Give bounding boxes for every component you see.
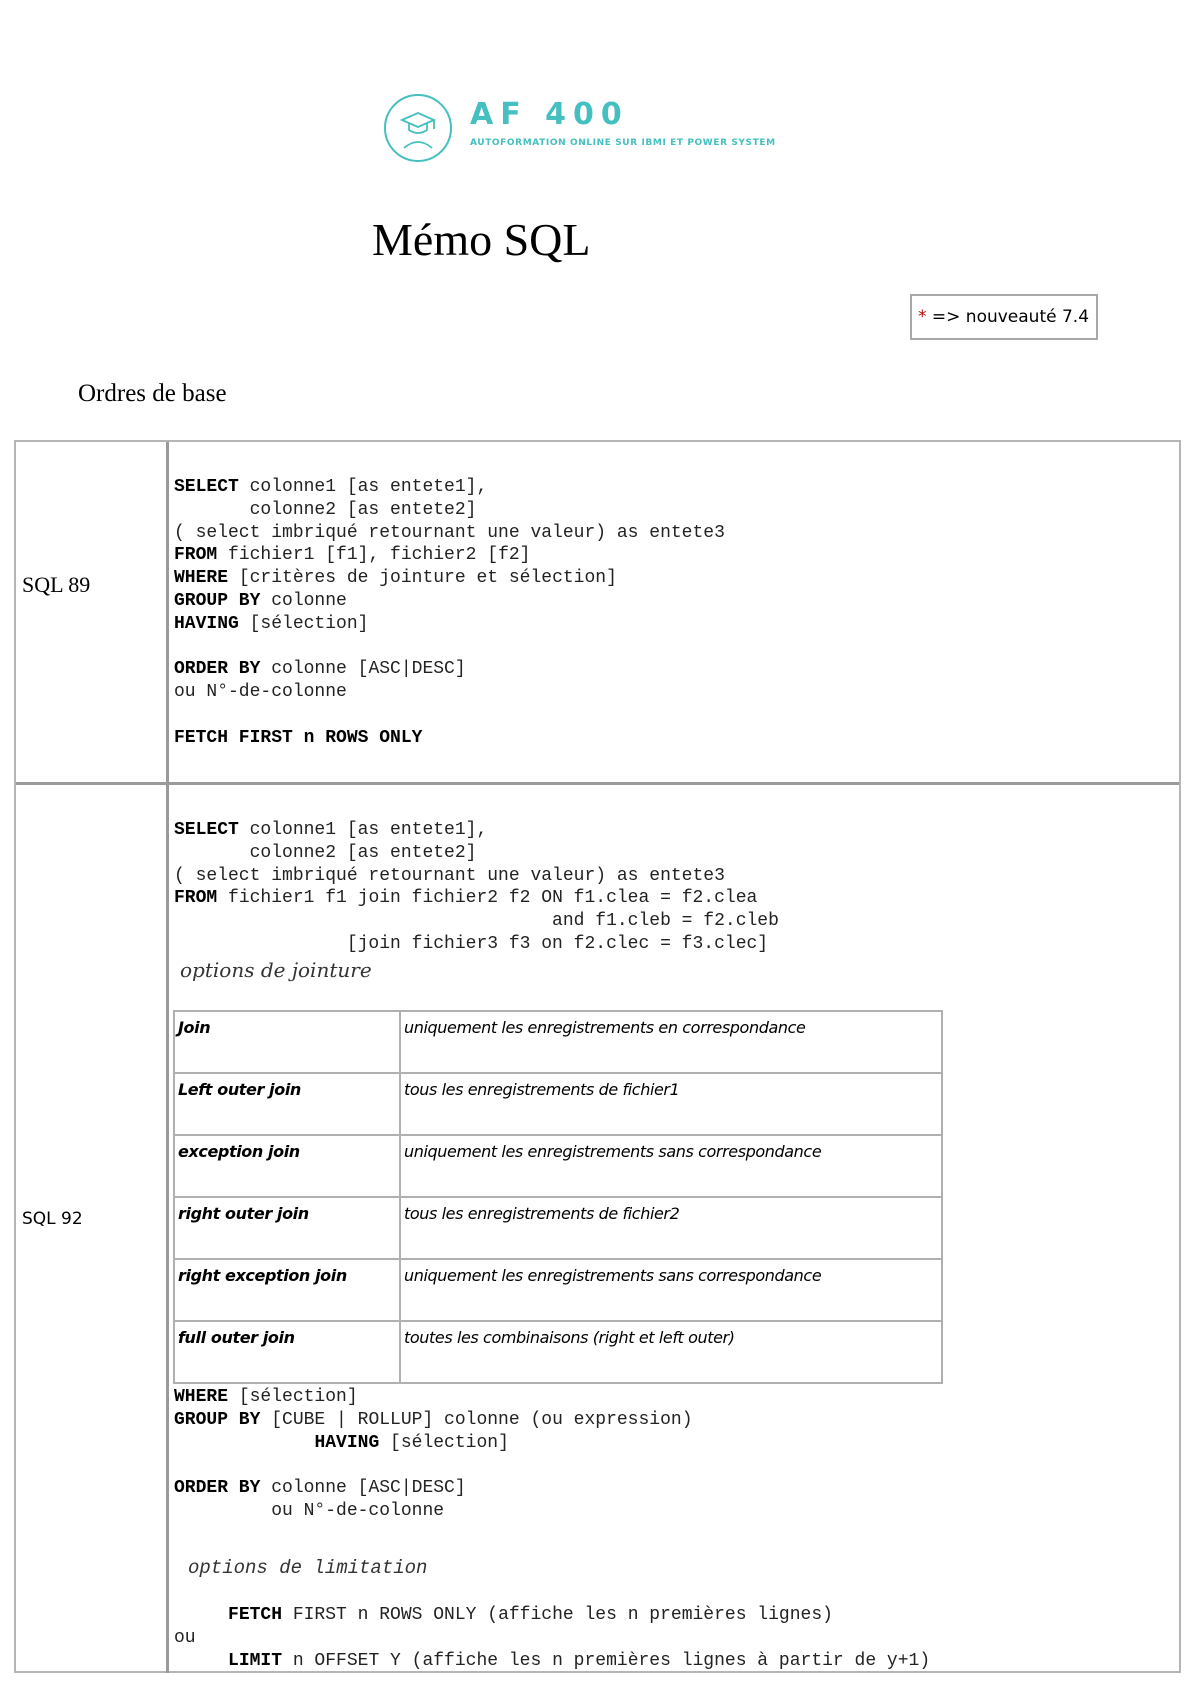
table-row [174, 1073, 942, 1135]
table-row [174, 1259, 942, 1321]
code-text: FIRST n ROWS ONLY (affiche les n premières lignes) [282, 1605, 833, 1625]
kw-order-by: ORDER BY [174, 1478, 261, 1499]
code-text: colonne [260, 590, 347, 611]
code-text: [join fichier3 f3 on f2.clec = f3.clec] [174, 933, 769, 954]
code-text: ( select imbriqué retournant une valeur) as entete3 [174, 522, 725, 543]
table-row [174, 1011, 942, 1073]
label-cell-sql89 [16, 442, 169, 782]
join-type: right exception join [174, 1259, 400, 1321]
join-description: tous les enregistrements de fichier2 [400, 1197, 942, 1259]
kw-where: WHERE [174, 1387, 229, 1407]
kw-having: HAVING [174, 613, 239, 634]
join-description: uniquement les enregistrements en correspondance [400, 1011, 942, 1073]
logo-title: AF 400 [470, 97, 629, 132]
code-text: colonne [ASC|DESC] [260, 1478, 466, 1499]
kw-group-by: GROUP BY [174, 1409, 261, 1430]
join-description: tous les enregistrements de fichier1 [400, 1073, 942, 1135]
table-row [174, 1321, 942, 1383]
section-title: Ordres de base [78, 380, 227, 407]
code-text: n OFFSET Y (affiche les n premières lignes à partir de y+1) [282, 1650, 931, 1671]
graduate-student-icon [382, 92, 454, 164]
logo-subtitle: AUTOFORMATION ONLINE SUR IBMI ET POWER SYSTEM [470, 138, 776, 148]
kw-from: FROM [174, 545, 218, 566]
kw-select: SELECT [174, 820, 239, 840]
kw-limit: LIMIT [228, 1650, 283, 1671]
sql92-code-bottom [174, 1386, 693, 1523]
code-text: colonne [ASC|DESC] [260, 659, 466, 680]
kw-from: FROM [174, 888, 218, 909]
indent [174, 1651, 228, 1671]
code-text: and f1.cleb = f2.cleb [174, 911, 779, 932]
sql92-label: SQL 92 [22, 1209, 83, 1229]
code-text: [sélection] [379, 1432, 509, 1453]
legend-text: => nouveauté 7.4 [931, 307, 1090, 327]
join-type: Join [174, 1011, 400, 1073]
page-title: Mémo SQL [372, 214, 591, 265]
code-text: ou [174, 1627, 196, 1648]
code-text: ou N°-de-colonne [174, 1500, 445, 1521]
code-text: fichier1 [f1], fichier2 [f2] [217, 545, 531, 566]
kw-where: WHERE [174, 568, 229, 589]
code-text: ( select imbriqué retournant une valeur) as entete3 [174, 865, 725, 886]
join-options-table [173, 1010, 943, 1384]
kw-order-by: ORDER BY [174, 659, 261, 680]
kw-fetch: FETCH [228, 1605, 283, 1625]
code-text: colonne1 [as entete1], [238, 477, 488, 497]
logo [382, 92, 802, 164]
table-row [174, 1197, 942, 1259]
legend-star: * [918, 307, 927, 327]
sql89-label: SQL 89 [22, 572, 91, 597]
label-cell-sql92 [16, 785, 169, 1673]
sql92-limit-code [174, 1604, 930, 1672]
kw-group-by: GROUP BY [174, 590, 261, 611]
code-text: colonne2 [as entete2] [174, 499, 477, 520]
legend-box [910, 294, 1098, 340]
join-type: Left outer join [174, 1073, 400, 1135]
table-row [174, 1135, 942, 1197]
code-text: colonne2 [as entete2] [174, 842, 477, 863]
join-options-title: options de jointure [180, 958, 372, 982]
join-type: right outer join [174, 1197, 400, 1259]
indent [174, 1605, 228, 1625]
code-text: fichier1 f1 join fichier2 f2 ON f1.clea = f2.clea [217, 888, 758, 909]
join-type: exception join [174, 1135, 400, 1197]
sql92-code-top [174, 819, 779, 956]
code-text: colonne1 [as entete1], [238, 820, 488, 840]
kw-fetch: FETCH FIRST n ROWS ONLY [174, 727, 423, 748]
code-text: [CUBE | ROLLUP] colonne (ou expression) [260, 1409, 693, 1430]
sql89-code [174, 476, 725, 750]
join-description: uniquement les enregistrements sans correspondance [400, 1259, 942, 1321]
code-text: [critères de jointure et sélection] [228, 568, 617, 589]
code-text: ou N°-de-colonne [174, 682, 347, 703]
code-text: [sélection] [228, 1387, 358, 1407]
join-description: uniquement les enregistrements sans correspondance [400, 1135, 942, 1197]
code-text: [sélection] [238, 613, 369, 634]
join-description: toutes les combinaisons (right et left outer) [400, 1321, 942, 1383]
indent [174, 1433, 314, 1453]
join-type: full outer join [174, 1321, 400, 1383]
limit-options-title: options de limitation [188, 1557, 428, 1579]
kw-select: SELECT [174, 477, 239, 497]
kw-having: HAVING [314, 1432, 380, 1453]
